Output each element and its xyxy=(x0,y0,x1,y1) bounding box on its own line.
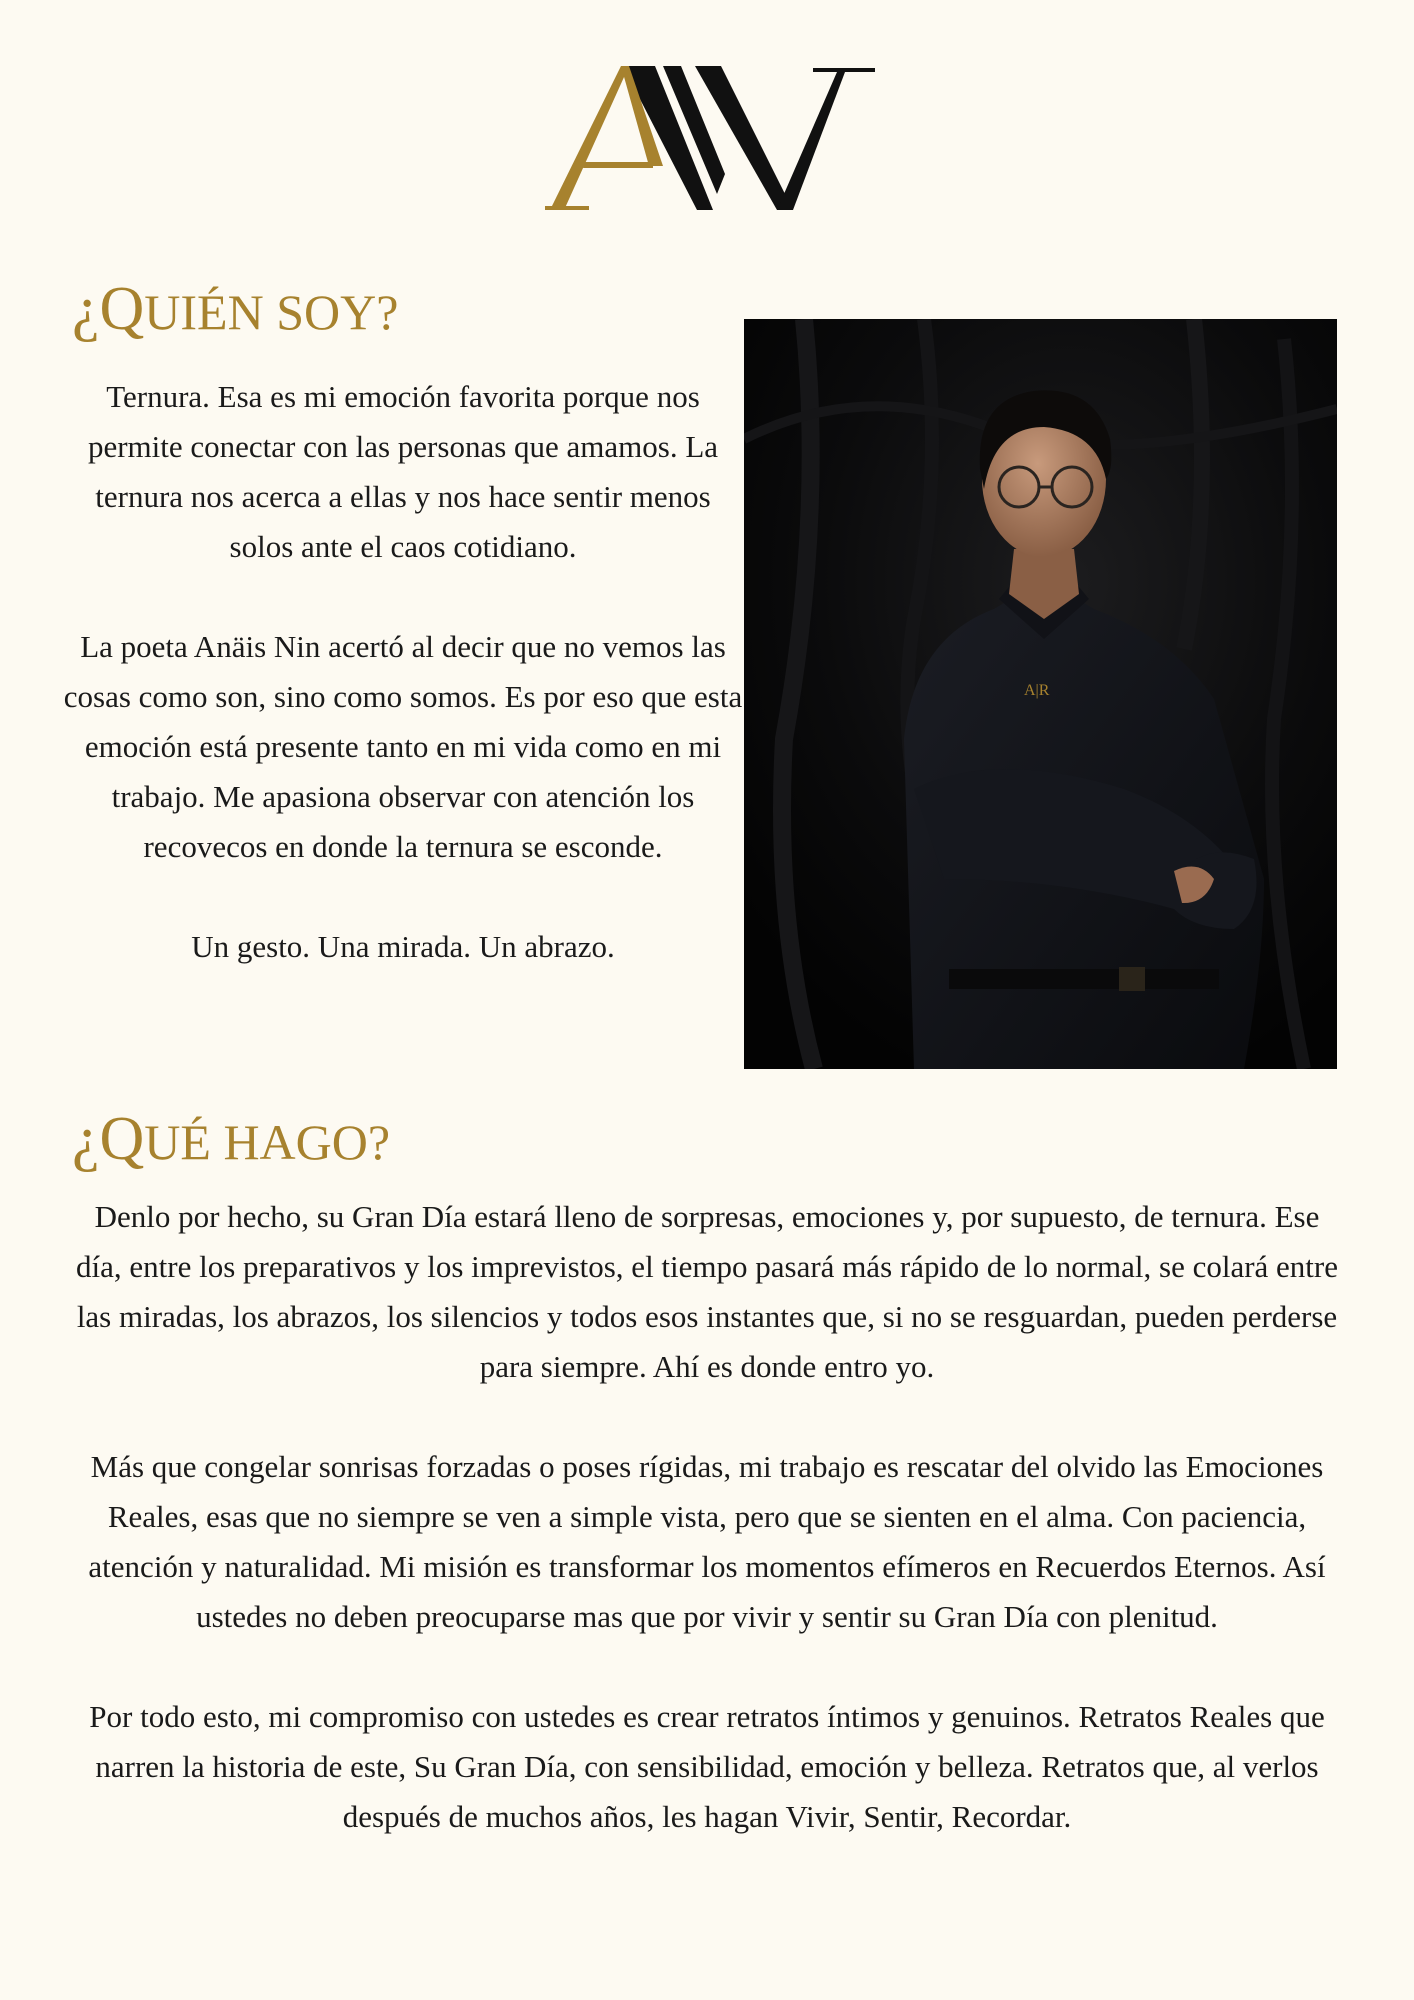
work-paragraph: Más que congelar sonrisas forzadas o poses rígidas, mi trabajo es rescatar del olvido las Emociones Reales, esas que no siempre se ven a simple vista, pero que se sienten en el alma. Con paciencia, atención y naturalidad. Mi misión es transformar los momentos efímeros en Recuerdos Eternos. Así ustedes no deben preocuparse mas que por vivir y sentir su Gran Día con plenitud. xyxy=(88,1449,1326,1634)
shirt-logo: A|R xyxy=(1024,682,1050,699)
work-heading-rest: UÉ HAGO? xyxy=(144,1114,391,1170)
about-paragraph: Ternura. Esa es mi emoción favorita porque nos permite conectar con las personas que amamos. La ternura nos acerca a ellas y nos hace sentir menos solos ante el caos cotidiano. xyxy=(87,379,719,564)
work-paragraph: Por todo esto, mi compromiso con ustedes es crear retratos íntimos y genuinos. Retratos Reales que narren la historia de este, Su Gran Día, con sensibilidad, emoción y belleza. Retratos que, al verlos después de muchos años, les hagan Vivir, Sentir, Recordar. xyxy=(89,1699,1325,1834)
portrait-photo xyxy=(744,319,1337,1069)
about-heading-rest: UIÉN SOY? xyxy=(144,284,399,340)
about-heading xyxy=(72,275,399,343)
work-text xyxy=(70,1192,1344,1842)
aw-logo xyxy=(545,58,875,228)
work-heading xyxy=(72,1105,391,1173)
work-heading-start: ¿Q xyxy=(72,1105,145,1173)
about-paragraph: Un gesto. Una mirada. Un abrazo. xyxy=(191,929,615,964)
about-paragraph: La poeta Anäis Nin acertó al decir que no vemos las cosas como son, sino como somos. Es por eso que esta emoción está presente tanto en mi vida como en mi trabajo. Me apasiona observar con atención los recovecos en donde la ternura se esconde. xyxy=(63,629,743,864)
about-heading-start: ¿Q xyxy=(72,275,145,343)
work-paragraph: Denlo por hecho, su Gran Día estará lleno de sorpresas, emociones y, por supuesto, de ternura. Ese día, entre los preparativos y los imprevistos, el tiempo pasará más rápido de lo normal, se colará entre las miradas, los abrazos, los silencios y todos esos instantes que, si no se resguardan, pueden perderse para siempre. Ahí es donde entro yo. xyxy=(76,1199,1338,1384)
about-text xyxy=(60,372,746,972)
